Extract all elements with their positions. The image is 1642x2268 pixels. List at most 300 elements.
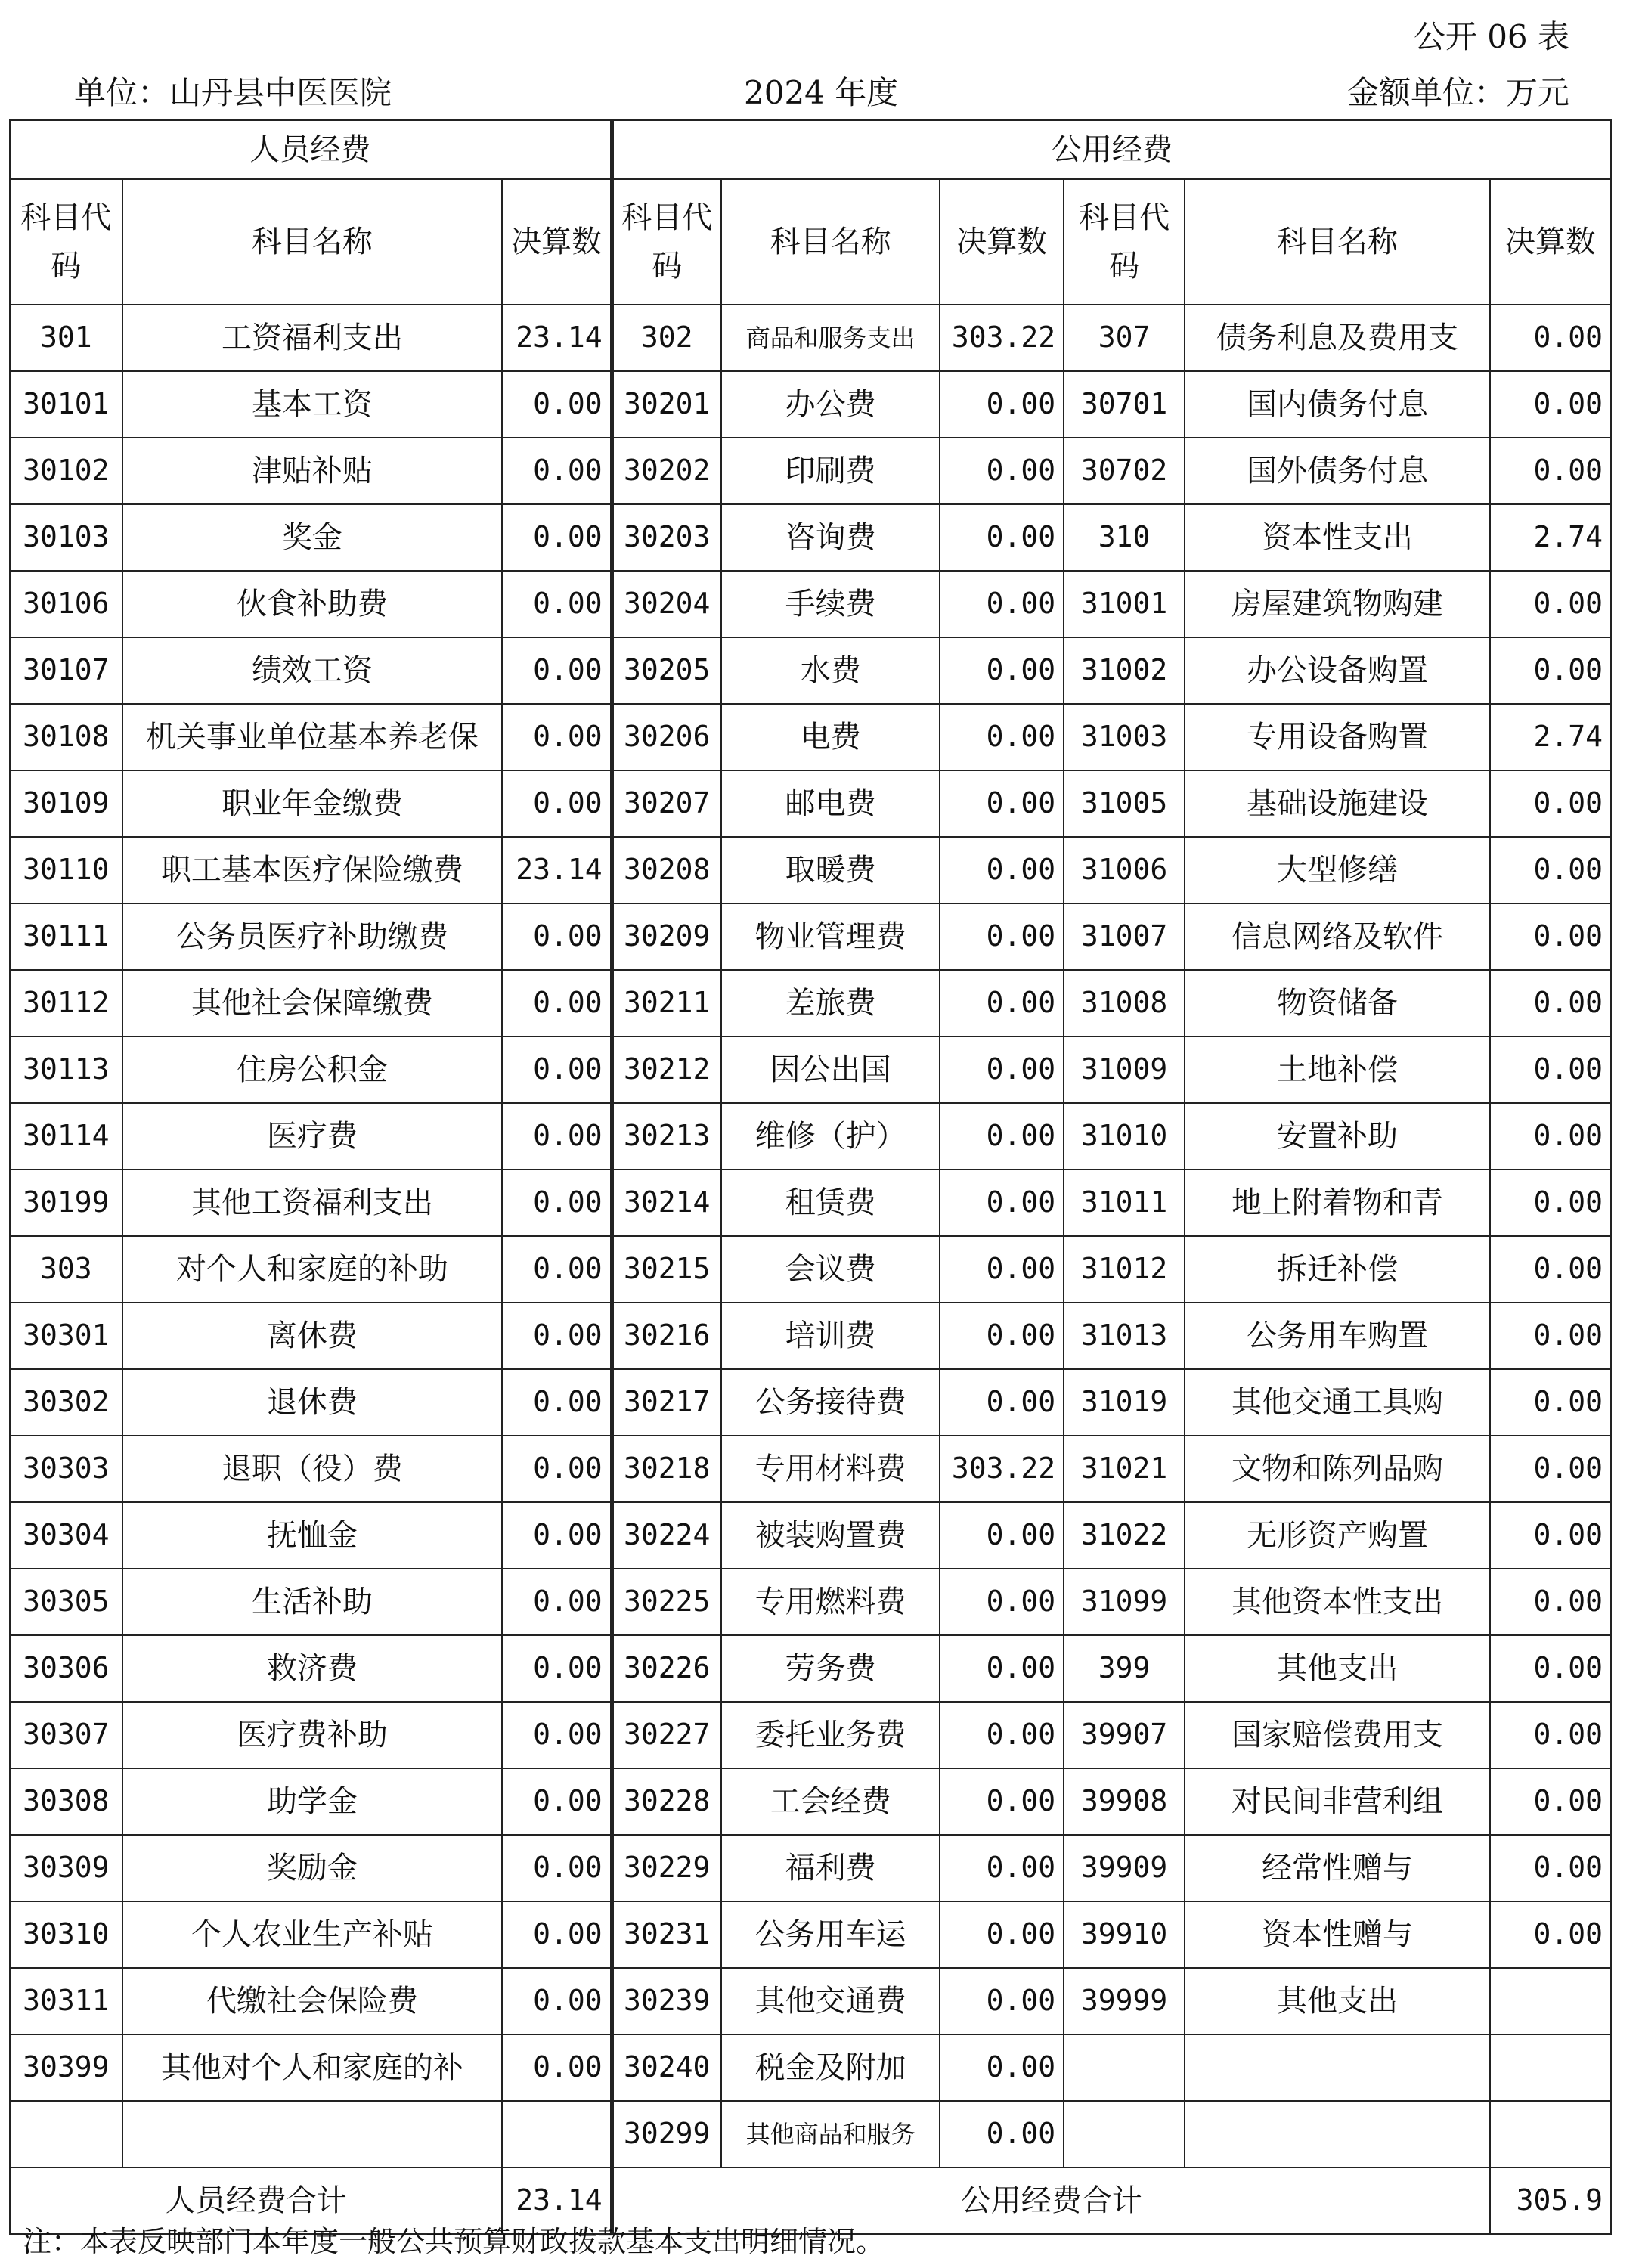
public-amount-2: 0.00	[1490, 1835, 1611, 1901]
expenditure-table	[9, 119, 1612, 2235]
col-code: 科目代码	[10, 179, 122, 305]
personnel-code: 30305	[10, 1569, 122, 1635]
personnel-amount: 0.00	[502, 1702, 612, 1768]
public-code: 30211	[612, 970, 721, 1036]
public-name-2: 国外债务付息	[1185, 438, 1490, 504]
table-row	[10, 1502, 1611, 1569]
personnel-amount: 0.00	[502, 571, 612, 637]
public-name: 取暖费	[721, 837, 940, 903]
public-amount-2: 0.00	[1490, 903, 1611, 970]
public-name: 印刷费	[721, 438, 940, 504]
public-amount: 0.00	[940, 637, 1064, 704]
table-row	[10, 571, 1611, 637]
public-code-2: 31001	[1064, 571, 1185, 637]
personnel-code: 30311	[10, 1968, 122, 2034]
public-code: 30299	[612, 2101, 721, 2167]
public-amount: 0.00	[940, 1170, 1064, 1236]
public-code: 30229	[612, 1835, 721, 1901]
table-row	[10, 1436, 1611, 1502]
personnel-amount: 0.00	[502, 1303, 612, 1369]
public-amount-2: 0.00	[1490, 1036, 1611, 1103]
personnel-code: 30308	[10, 1768, 122, 1835]
public-amount: 0.00	[940, 2034, 1064, 2101]
personnel-amount: 0.00	[502, 1502, 612, 1569]
personnel-code: 30108	[10, 704, 122, 770]
personnel-name: 其他社会保障缴费	[122, 970, 503, 1036]
personnel-amount: 0.00	[502, 2034, 612, 2101]
public-amount-2: 0.00	[1490, 1436, 1611, 1502]
public-code-2: 31005	[1064, 770, 1185, 837]
group-header-row	[10, 120, 1611, 179]
public-amount: 0.00	[940, 504, 1064, 571]
personnel-code: 30303	[10, 1436, 122, 1502]
personnel-amount: 23.14	[502, 837, 612, 903]
group-public: 公用经费	[612, 120, 1611, 179]
public-name: 公务接待费	[721, 1369, 940, 1436]
public-code: 30214	[612, 1170, 721, 1236]
public-amount-2: 0.00	[1490, 1702, 1611, 1768]
public-amount: 0.00	[940, 1502, 1064, 1569]
public-code: 30218	[612, 1436, 721, 1502]
public-code-2: 31021	[1064, 1436, 1185, 1502]
public-name-2: 其他支出	[1185, 1635, 1490, 1702]
personnel-code: 30304	[10, 1502, 122, 1569]
personnel-amount: 0.00	[502, 1236, 612, 1303]
public-name-2: 办公设备购置	[1185, 637, 1490, 704]
public-code: 30202	[612, 438, 721, 504]
personnel-amount: 0.00	[502, 637, 612, 704]
public-code-2	[1064, 2034, 1185, 2101]
personnel-name: 离休费	[122, 1303, 503, 1369]
public-amount-2: 0.00	[1490, 371, 1611, 438]
public-amount-2: 2.74	[1490, 504, 1611, 571]
public-name: 水费	[721, 637, 940, 704]
public-name: 咨询费	[721, 504, 940, 571]
public-name-2: 物资储备	[1185, 970, 1490, 1036]
public-code: 302	[612, 305, 721, 371]
public-name-2: 资本性支出	[1185, 504, 1490, 571]
public-code-2: 39909	[1064, 1835, 1185, 1901]
public-code: 30226	[612, 1635, 721, 1702]
public-name: 邮电费	[721, 770, 940, 837]
personnel-total-label: 人员经费合计	[10, 2167, 502, 2234]
reporting-unit: 单位：山丹县中医医院	[74, 74, 392, 111]
personnel-total-value: 23.14	[502, 2167, 612, 2234]
personnel-code: 30301	[10, 1303, 122, 1369]
personnel-name: 职工基本医疗保险缴费	[122, 837, 503, 903]
personnel-name: 奖励金	[122, 1835, 503, 1901]
table-row	[10, 1768, 1611, 1835]
public-name-2: 地上附着物和青	[1185, 1170, 1490, 1236]
personnel-amount: 0.00	[502, 903, 612, 970]
personnel-name: 医疗费	[122, 1103, 503, 1170]
public-name: 维修（护）	[721, 1103, 940, 1170]
public-amount-2: 0.00	[1490, 1303, 1611, 1369]
table-row	[10, 1702, 1611, 1768]
personnel-name: 对个人和家庭的补助	[122, 1236, 503, 1303]
public-code-2: 31008	[1064, 970, 1185, 1036]
table-row	[10, 1569, 1611, 1635]
personnel-amount: 0.00	[502, 770, 612, 837]
public-code-2: 31011	[1064, 1170, 1185, 1236]
public-code: 30209	[612, 903, 721, 970]
public-name-2: 安置补助	[1185, 1103, 1490, 1170]
public-amount-2: 0.00	[1490, 305, 1611, 371]
public-code: 30224	[612, 1502, 721, 1569]
public-amount: 0.00	[940, 1036, 1064, 1103]
public-code: 30203	[612, 504, 721, 571]
public-amount-2: 0.00	[1490, 837, 1611, 903]
personnel-name: 其他对个人和家庭的补	[122, 2034, 503, 2101]
public-name: 租赁费	[721, 1170, 940, 1236]
public-amount-2: 0.00	[1490, 1569, 1611, 1635]
personnel-name	[122, 2101, 503, 2167]
public-code-2: 31013	[1064, 1303, 1185, 1369]
table-row	[10, 770, 1611, 837]
public-amount-2: 0.00	[1490, 1103, 1611, 1170]
public-name: 商品和服务支出	[721, 305, 940, 371]
personnel-amount: 0.00	[502, 1170, 612, 1236]
public-code-2: 31019	[1064, 1369, 1185, 1436]
public-amount: 0.00	[940, 1702, 1064, 1768]
public-code: 30216	[612, 1303, 721, 1369]
public-amount: 303.22	[940, 305, 1064, 371]
table-row	[10, 371, 1611, 438]
public-amount: 0.00	[940, 837, 1064, 903]
personnel-name: 伙食补助费	[122, 571, 503, 637]
table-row	[10, 504, 1611, 571]
public-name-2: 土地补偿	[1185, 1036, 1490, 1103]
col-code: 科目代码	[612, 179, 721, 305]
public-amount-2: 0.00	[1490, 1901, 1611, 1968]
public-name: 电费	[721, 704, 940, 770]
public-amount: 0.00	[940, 371, 1064, 438]
public-name-2: 信息网络及软件	[1185, 903, 1490, 970]
public-name-2: 无形资产购置	[1185, 1502, 1490, 1569]
table-row	[10, 1369, 1611, 1436]
personnel-name: 抚恤金	[122, 1502, 503, 1569]
public-code-2: 39908	[1064, 1768, 1185, 1835]
table-row	[10, 2034, 1611, 2101]
public-amount: 0.00	[940, 970, 1064, 1036]
public-amount: 0.00	[940, 1901, 1064, 1968]
personnel-name: 机关事业单位基本养老保	[122, 704, 503, 770]
public-amount: 0.00	[940, 1635, 1064, 1702]
personnel-name: 医疗费补助	[122, 1702, 503, 1768]
table-row	[10, 2101, 1611, 2167]
group-personnel: 人员经费	[10, 120, 612, 179]
personnel-name: 救济费	[122, 1635, 503, 1702]
public-code-2: 31003	[1064, 704, 1185, 770]
public-code-2: 31007	[1064, 903, 1185, 970]
col-code: 科目代码	[1064, 179, 1185, 305]
table-row	[10, 1901, 1611, 1968]
public-name: 办公费	[721, 371, 940, 438]
personnel-code: 30307	[10, 1702, 122, 1768]
public-amount-2: 0.00	[1490, 438, 1611, 504]
personnel-code: 30310	[10, 1901, 122, 1968]
public-amount: 0.00	[940, 770, 1064, 837]
personnel-code	[10, 2101, 122, 2167]
public-name: 专用材料费	[721, 1436, 940, 1502]
public-name: 被装购置费	[721, 1502, 940, 1569]
public-name: 其他交通费	[721, 1968, 940, 2034]
public-amount-2: 2.74	[1490, 704, 1611, 770]
personnel-name: 基本工资	[122, 371, 503, 438]
table-row	[10, 1968, 1611, 2034]
table-number: 公开 06 表	[1413, 18, 1569, 55]
personnel-code: 303	[10, 1236, 122, 1303]
public-name-2: 房屋建筑物购建	[1185, 571, 1490, 637]
public-amount-2	[1490, 2034, 1611, 2101]
personnel-code: 30113	[10, 1036, 122, 1103]
public-name-2	[1185, 2034, 1490, 2101]
personnel-code: 30399	[10, 2034, 122, 2101]
public-amount: 0.00	[940, 438, 1064, 504]
personnel-amount: 0.00	[502, 1835, 612, 1901]
table-row	[10, 903, 1611, 970]
public-name-2: 其他交通工具购	[1185, 1369, 1490, 1436]
col-amount: 决算数	[502, 179, 612, 305]
personnel-name: 公务员医疗补助缴费	[122, 903, 503, 970]
table-row	[10, 970, 1611, 1036]
public-total-label: 公用经费合计	[612, 2167, 1490, 2234]
public-name: 工会经费	[721, 1768, 940, 1835]
col-amount: 决算数	[940, 179, 1064, 305]
public-total-value: 305.9	[1490, 2167, 1611, 2234]
personnel-amount: 0.00	[502, 704, 612, 770]
public-code: 30204	[612, 571, 721, 637]
public-name: 因公出国	[721, 1036, 940, 1103]
public-name-2: 对民间非营利组	[1185, 1768, 1490, 1835]
public-name-2: 国家赔偿费用支	[1185, 1702, 1490, 1768]
col-name: 科目名称	[122, 179, 503, 305]
table-row	[10, 1635, 1611, 1702]
public-amount-2: 0.00	[1490, 770, 1611, 837]
public-code: 30239	[612, 1968, 721, 2034]
public-name-2: 拆迁补偿	[1185, 1236, 1490, 1303]
personnel-code: 30112	[10, 970, 122, 1036]
public-name: 专用燃料费	[721, 1569, 940, 1635]
public-name: 其他商品和服务	[721, 2101, 940, 2167]
public-name-2: 大型修缮	[1185, 837, 1490, 903]
personnel-code: 30199	[10, 1170, 122, 1236]
personnel-code: 30114	[10, 1103, 122, 1170]
public-amount-2	[1490, 1968, 1611, 2034]
public-name: 劳务费	[721, 1635, 940, 1702]
col-name: 科目名称	[1185, 179, 1490, 305]
public-name-2: 国内债务付息	[1185, 371, 1490, 438]
table-row	[10, 1835, 1611, 1901]
personnel-code: 30309	[10, 1835, 122, 1901]
personnel-amount: 23.14	[502, 305, 612, 371]
personnel-amount: 0.00	[502, 1635, 612, 1702]
public-name: 会议费	[721, 1236, 940, 1303]
public-code: 30217	[612, 1369, 721, 1436]
public-code-2	[1064, 2101, 1185, 2167]
personnel-code: 30103	[10, 504, 122, 571]
public-name-2: 其他支出	[1185, 1968, 1490, 2034]
personnel-name: 退休费	[122, 1369, 503, 1436]
public-name: 委托业务费	[721, 1702, 940, 1768]
table-row	[10, 1036, 1611, 1103]
table-row	[10, 637, 1611, 704]
public-name: 差旅费	[721, 970, 940, 1036]
public-code: 30240	[612, 2034, 721, 2101]
personnel-code: 30107	[10, 637, 122, 704]
public-amount-2: 0.00	[1490, 1236, 1611, 1303]
public-name: 手续费	[721, 571, 940, 637]
personnel-amount: 0.00	[502, 1103, 612, 1170]
public-amount-2: 0.00	[1490, 637, 1611, 704]
table-row	[10, 1170, 1611, 1236]
public-amount-2: 0.00	[1490, 1635, 1611, 1702]
public-amount: 0.00	[940, 704, 1064, 770]
public-amount-2: 0.00	[1490, 1502, 1611, 1569]
public-amount: 0.00	[940, 1569, 1064, 1635]
public-code: 30212	[612, 1036, 721, 1103]
personnel-amount: 0.00	[502, 504, 612, 571]
personnel-name: 奖金	[122, 504, 503, 571]
personnel-code: 30111	[10, 903, 122, 970]
personnel-code: 30306	[10, 1635, 122, 1702]
public-code-2: 399	[1064, 1635, 1185, 1702]
public-name-2: 公务用车购置	[1185, 1303, 1490, 1369]
public-amount-2: 0.00	[1490, 1768, 1611, 1835]
personnel-amount: 0.00	[502, 1768, 612, 1835]
table-row	[10, 305, 1611, 371]
personnel-amount: 0.00	[502, 1968, 612, 2034]
personnel-name: 退职（役）费	[122, 1436, 503, 1502]
table-row	[10, 1103, 1611, 1170]
public-code-2: 39999	[1064, 1968, 1185, 2034]
col-amount: 决算数	[1490, 179, 1611, 305]
public-amount: 0.00	[940, 1303, 1064, 1369]
personnel-amount: 0.00	[502, 1569, 612, 1635]
public-name-2: 资本性赠与	[1185, 1901, 1490, 1968]
public-amount: 0.00	[940, 1968, 1064, 2034]
public-code-2: 310	[1064, 504, 1185, 571]
public-code-2: 31006	[1064, 837, 1185, 903]
amount-unit: 金额单位：万元	[1346, 74, 1569, 111]
public-amount-2: 0.00	[1490, 970, 1611, 1036]
personnel-code: 30110	[10, 837, 122, 903]
personnel-amount: 0.00	[502, 438, 612, 504]
public-code: 30206	[612, 704, 721, 770]
personnel-name: 职业年金缴费	[122, 770, 503, 837]
column-header-row	[10, 179, 1611, 305]
public-code: 30208	[612, 837, 721, 903]
personnel-name: 绩效工资	[122, 637, 503, 704]
personnel-code: 30109	[10, 770, 122, 837]
public-code-2: 31010	[1064, 1103, 1185, 1170]
personnel-name: 其他工资福利支出	[122, 1170, 503, 1236]
public-name: 物业管理费	[721, 903, 940, 970]
public-code-2: 30701	[1064, 371, 1185, 438]
public-name-2	[1185, 2101, 1490, 2167]
col-name: 科目名称	[721, 179, 940, 305]
public-code-2: 39907	[1064, 1702, 1185, 1768]
public-code-2: 31099	[1064, 1569, 1185, 1635]
personnel-amount	[502, 2101, 612, 2167]
public-name: 培训费	[721, 1303, 940, 1369]
public-name-2: 文物和陈列品购	[1185, 1436, 1490, 1502]
public-amount: 0.00	[940, 2101, 1064, 2167]
public-amount-2	[1490, 2101, 1611, 2167]
public-code-2: 39910	[1064, 1901, 1185, 1968]
personnel-amount: 0.00	[502, 1036, 612, 1103]
personnel-amount: 0.00	[502, 970, 612, 1036]
public-name-2: 经常性赠与	[1185, 1835, 1490, 1901]
personnel-code: 30101	[10, 371, 122, 438]
public-amount-2: 0.00	[1490, 1369, 1611, 1436]
personnel-amount: 0.00	[502, 1369, 612, 1436]
public-name-2: 专用设备购置	[1185, 704, 1490, 770]
public-code-2: 307	[1064, 305, 1185, 371]
personnel-name: 住房公积金	[122, 1036, 503, 1103]
public-code: 30228	[612, 1768, 721, 1835]
personnel-name: 生活补助	[122, 1569, 503, 1635]
public-amount-2: 0.00	[1490, 571, 1611, 637]
public-amount: 0.00	[940, 903, 1064, 970]
personnel-name: 津贴补贴	[122, 438, 503, 504]
personnel-amount: 0.00	[502, 1901, 612, 1968]
table-row	[10, 837, 1611, 903]
personnel-name: 个人农业生产补贴	[122, 1901, 503, 1968]
personnel-name: 代缴社会保险费	[122, 1968, 503, 2034]
public-amount: 303.22	[940, 1436, 1064, 1502]
public-name: 公务用车运	[721, 1901, 940, 1968]
public-code: 30207	[612, 770, 721, 837]
public-code-2: 31022	[1064, 1502, 1185, 1569]
public-amount: 0.00	[940, 1768, 1064, 1835]
public-name: 税金及附加	[721, 2034, 940, 2101]
public-amount: 0.00	[940, 1369, 1064, 1436]
personnel-name: 工资福利支出	[122, 305, 503, 371]
footnote: 注：本表反映部门本年度一般公共预算财政拨款基本支出明细情况。	[23, 2225, 885, 2258]
public-code: 30205	[612, 637, 721, 704]
public-name: 福利费	[721, 1835, 940, 1901]
public-code: 30215	[612, 1236, 721, 1303]
public-code: 30227	[612, 1702, 721, 1768]
public-code: 30213	[612, 1103, 721, 1170]
public-code-2: 31009	[1064, 1036, 1185, 1103]
public-amount: 0.00	[940, 1103, 1064, 1170]
personnel-code: 30106	[10, 571, 122, 637]
public-name-2: 基础设施建设	[1185, 770, 1490, 837]
personnel-code: 301	[10, 305, 122, 371]
public-name-2: 其他资本性支出	[1185, 1569, 1490, 1635]
public-code: 30231	[612, 1901, 721, 1968]
personnel-code: 30102	[10, 438, 122, 504]
fiscal-year: 2024 年度	[744, 74, 899, 111]
public-amount: 0.00	[940, 1835, 1064, 1901]
personnel-amount: 0.00	[502, 1436, 612, 1502]
table-row	[10, 1303, 1611, 1369]
public-code: 30201	[612, 371, 721, 438]
public-amount: 0.00	[940, 571, 1064, 637]
table-row	[10, 1236, 1611, 1303]
public-name-2: 债务利息及费用支	[1185, 305, 1490, 371]
public-amount: 0.00	[940, 1236, 1064, 1303]
table-row	[10, 704, 1611, 770]
public-code-2: 31002	[1064, 637, 1185, 704]
table-row	[10, 438, 1611, 504]
public-amount-2: 0.00	[1490, 1170, 1611, 1236]
public-code: 30225	[612, 1569, 721, 1635]
personnel-name: 助学金	[122, 1768, 503, 1835]
public-code-2: 31012	[1064, 1236, 1185, 1303]
